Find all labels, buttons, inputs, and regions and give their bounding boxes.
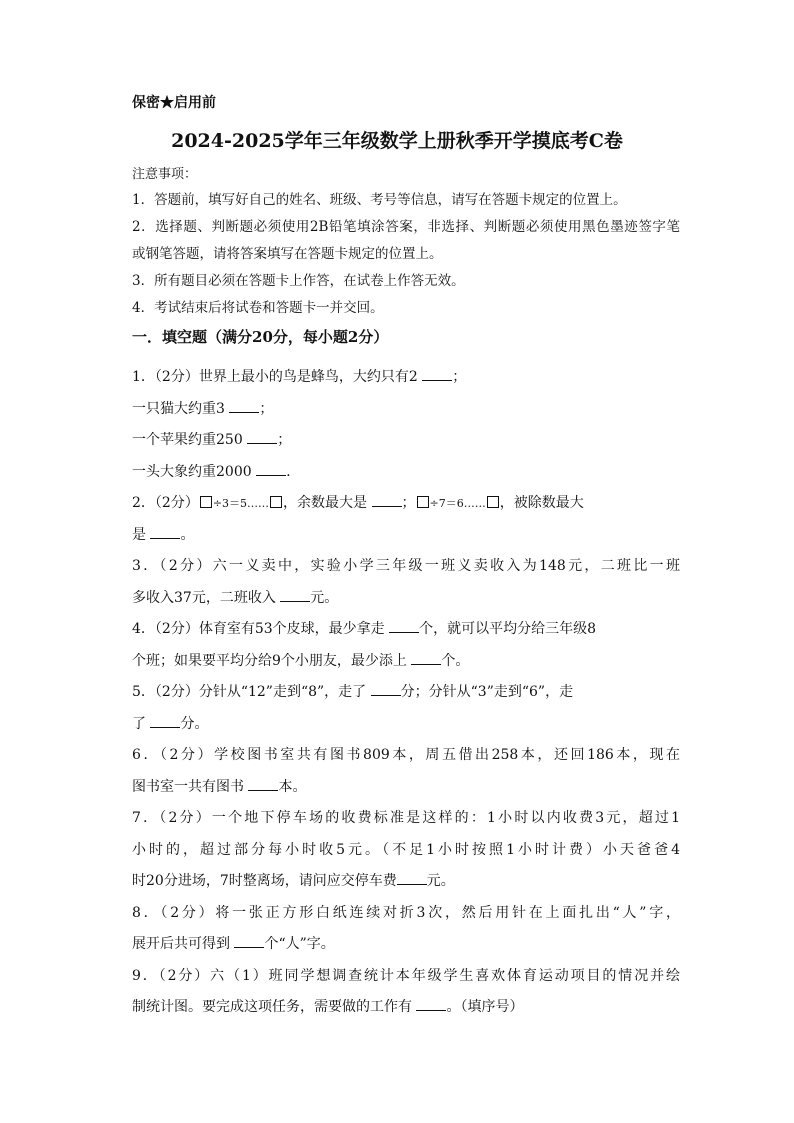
question-4-line: 个班；如果要平均分给9个小朋友，最少添上 个。: [132, 646, 680, 678]
notice-line: 4．考试结束后将试卷和答题卡一并交回。: [132, 300, 384, 316]
answer-blank[interactable]: [397, 870, 427, 885]
page-title: 2024-2025学年三年级数学上册秋季开学摸底考C卷: [171, 130, 623, 152]
box-icon: [270, 496, 282, 508]
question-1-line: 一头大象约重2000 .: [132, 457, 680, 489]
question-list: [132, 362, 680, 1024]
answer-blank[interactable]: [150, 524, 180, 539]
question-9-line: 9．（2分）六（1）班同学想调查统计本年级学生喜欢体育运动项目的情况并绘: [132, 967, 680, 984]
answer-blank[interactable]: [422, 366, 452, 381]
question-3-line: 多收入37元，二班收入 元。: [132, 583, 680, 615]
question-1-line: 一个苹果约重250 ；: [132, 425, 680, 457]
answer-blank[interactable]: [416, 996, 446, 1011]
question-5-line: 5．（2分）分针从“12”走到“8”，走了 分；分针从“3”走到“6”，走: [132, 677, 680, 709]
box-icon: [200, 496, 212, 508]
question-8-line: 8．（2分）将一张正方形白纸连续对折3次，然后用针在上面扎出“人”字，: [132, 904, 680, 921]
section-heading: 一．填空题（满分20分，每小题2分）: [132, 328, 389, 346]
answer-blank[interactable]: [411, 650, 441, 665]
question-1-line: 1．（2分）世界上最小的鸟是蜂鸟，大约只有2 ；: [132, 362, 680, 394]
answer-blank[interactable]: [150, 713, 180, 728]
answer-blank[interactable]: [389, 618, 419, 633]
question-7-line: 小时的，超过部分每小时收5元。（不足1小时按照1小时计费）小天爸爸4: [132, 841, 680, 858]
question-2-line: 2．（2分） ÷3＝5…… ，余数最大是 ； ÷7＝6…… ，被除数最大: [132, 488, 680, 520]
question-5-line: 了 分。: [132, 709, 680, 741]
notice-line: 或钢笔答题，请将答案填写在答题卡规定的位置上。: [132, 246, 443, 262]
answer-blank[interactable]: [247, 429, 277, 444]
notice-line: 3．所有题目必须在答题卡上作答，在试卷上作答无效。: [132, 273, 465, 289]
answer-blank[interactable]: [256, 461, 286, 476]
question-4-line: 4．（2分）体育室有53个皮球，最少拿走 个，就可以平均分给三年级8: [132, 614, 680, 646]
question-6-line: 6．（2分）学校图书室共有图书809本，周五借出258本，还回186本，现在: [132, 747, 680, 763]
question-9-line: 制统计图。要完成这项任务，需要做的工作有 。（填序号）: [132, 992, 680, 1024]
question-8-line: 展开后共可得到 个“人”字。: [132, 929, 680, 961]
answer-blank[interactable]: [372, 492, 402, 507]
notice-list: [132, 187, 680, 322]
notice-label: 注意事项：: [132, 167, 198, 182]
question-3-line: 3．（2分）六一义卖中，实验小学三年级一班义卖收入为148元，二班比一班: [132, 558, 680, 574]
answer-blank[interactable]: [234, 933, 264, 948]
answer-blank[interactable]: [371, 681, 401, 696]
box-icon: [417, 496, 429, 508]
question-1-line: 一只猫大约重3 ；: [132, 394, 680, 426]
question-6-line: 图书室一共有图书 本。: [132, 772, 680, 804]
box-icon: [487, 496, 499, 508]
answer-blank[interactable]: [280, 587, 310, 602]
question-7-line: 7．（2分）一个地下停车场的收费标准是这样的：1小时以内收费3元，超过1: [132, 810, 680, 826]
notice-line: 1．答题前，填写好自己的姓名、班级、考号等信息，请写在答题卡规定的位置上。: [132, 192, 627, 208]
notice-line: 2．选择题、判断题必须使用2B铅笔填涂答案，非选择、判断题必须使用黑色墨迹签字笔: [132, 219, 680, 235]
question-2-line: 是 。: [132, 520, 680, 552]
secret-label: 保密★启用前: [132, 95, 216, 111]
answer-blank[interactable]: [229, 398, 259, 413]
answer-blank[interactable]: [248, 776, 278, 791]
question-7-line: 时20分进场，7时整离场，请问应交停车费 元。: [132, 866, 680, 898]
